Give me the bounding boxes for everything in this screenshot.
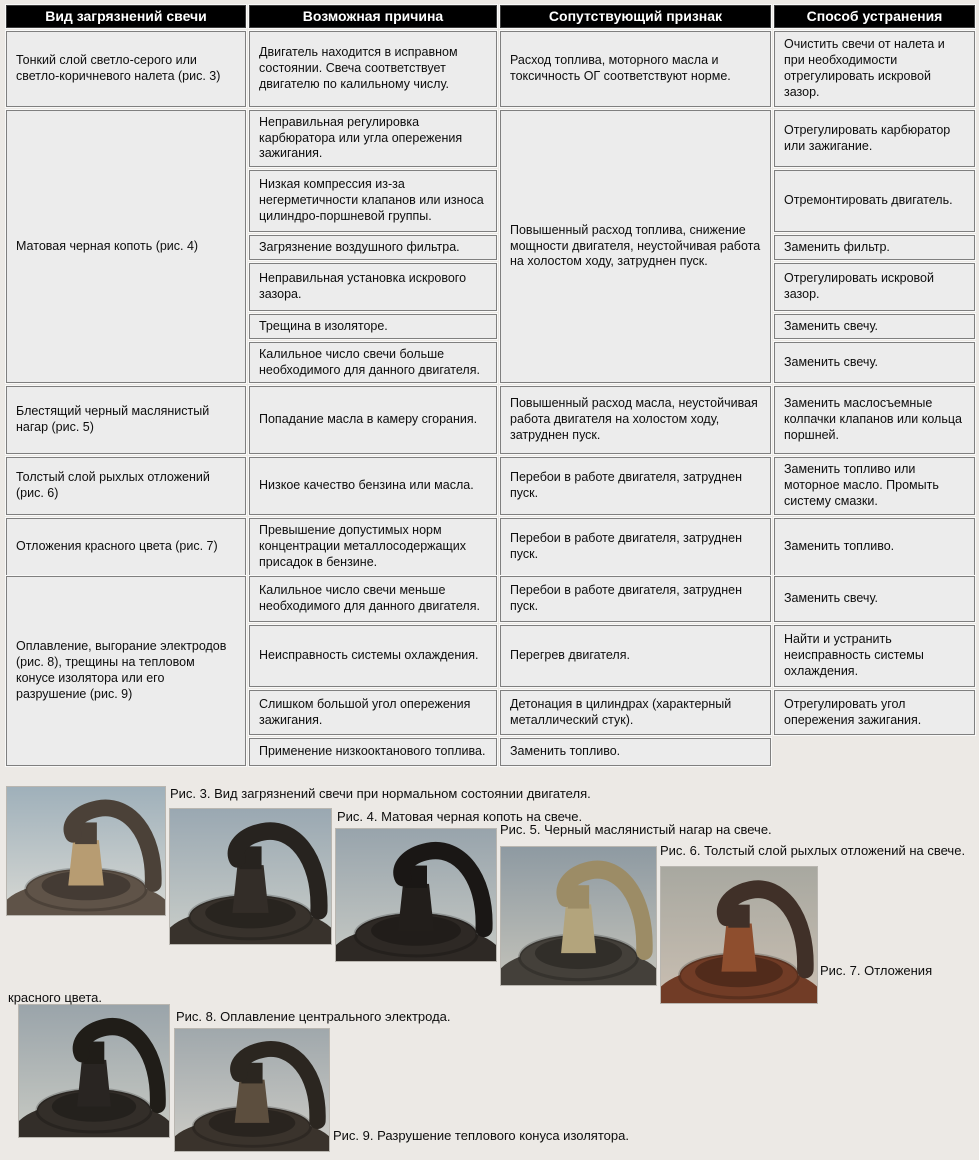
cell-remedy: Очистить свечи от налета и при необходимости отрегулировать искровой зазор. xyxy=(774,31,975,107)
column-header-accompanying-sign: Сопутствующий признак xyxy=(500,5,771,28)
cell-symptom: Перебои в работе двигателя, затруднен пуск. xyxy=(500,576,771,622)
cell-cause: Трещина в изоляторе. xyxy=(249,314,497,339)
cell-remedy: Заменить свечу. xyxy=(774,342,975,383)
cell-symptom: Повышенный расход масла, неустойчивая работа двигателя на холостом ходу, затруднен пуск. xyxy=(500,386,771,454)
cell-cause: Применение низкооктанового топлива. xyxy=(249,738,497,766)
spark-plug-photo-fig9 xyxy=(174,1028,330,1152)
spark-plug-photo-fig7 xyxy=(660,866,818,1004)
cell-cause: Неправильная установка искрового зазора. xyxy=(249,263,497,311)
spark-plug-photo-fig8 xyxy=(18,1004,170,1138)
cell-remedy: Отрегулировать угол опережения зажигания. xyxy=(774,690,975,735)
cell-remedy: Отрегулировать карбюратор или зажигание. xyxy=(774,110,975,167)
spark-plug-photo-fig4 xyxy=(169,808,332,945)
table-row-red-deposits xyxy=(6,518,975,573)
remedy-stack xyxy=(774,110,975,383)
cell-cause: Низкая компрессия из-за негерметичности клапанов или износа цилиндро-поршневой группы. xyxy=(249,170,497,232)
figure-caption-fig4: Рис. 4. Матовая черная копоть на свече. xyxy=(337,809,583,824)
column-header-contamination-type: Вид загрязнений свечи xyxy=(6,5,246,28)
cell-remedy: Найти и устранить неисправность системы охлаждения. xyxy=(774,625,975,687)
cell-symptom: Перебои в работе двигателя, затруднен пуск. xyxy=(500,518,771,576)
cell-cause: Слишком большой угол опережения зажигания. xyxy=(249,690,497,735)
cell-type: Блестящий черный маслянистый нагар (рис. 5) xyxy=(6,386,246,454)
cell-type: Тонкий слой светло-серого или светло-коричневого налета (рис. 3) xyxy=(6,31,246,107)
cell-cause: Калильное число свечи меньше необходимого для данного двигателя. xyxy=(249,576,497,622)
figure-caption-fig9: Рис. 9. Разрушение теплового конуса изолятора. xyxy=(333,1128,629,1143)
symptom-stack xyxy=(500,576,771,766)
cell-symptom: Расход топлива, моторного масла и токсичность ОГ соответствуют норме. xyxy=(500,31,771,107)
figure-caption-fig8: Рис. 8. Оплавление центрального электрода. xyxy=(176,1009,451,1024)
cell-symptom: Повышенный расход топлива, снижение мощности двигателя, неустойчивая работа на холостом ходу, затруднен пуск. xyxy=(500,110,771,383)
cell-cause: Загрязнение воздушного фильтра. xyxy=(249,235,497,260)
cell-type: Оплавление, выгорание электродов (рис. 8), трещины на тепловом конусе изолятора или его разрушение (рис. 9) xyxy=(6,576,246,766)
cell-remedy: Отрегулировать искровой зазор. xyxy=(774,263,975,311)
cell-remedy: Заменить фильтр. xyxy=(774,235,975,260)
cell-remedy: Заменить свечу. xyxy=(774,314,975,339)
figure-caption-fig3: Рис. 3. Вид загрязнений свечи при нормальном состоянии двигателя. xyxy=(170,786,591,801)
spark-plug-photo-fig3 xyxy=(6,786,166,916)
table-row-normal-deposit xyxy=(6,31,975,107)
spark-plug-diagnostic-table xyxy=(6,5,975,769)
cause-stack xyxy=(249,576,497,766)
cell-remedy: Заменить топливо или моторное масло. Промыть систему смазки. xyxy=(774,457,975,515)
column-header-remedy: Способ устранения xyxy=(774,5,975,28)
cause-stack xyxy=(249,110,497,383)
cell-cause: Неисправность системы охлаждения. xyxy=(249,625,497,687)
figure-caption-fig7-line1: Рис. 7. Отложения xyxy=(820,963,933,978)
cell-type: Отложения красного цвета (рис. 7) xyxy=(6,518,246,576)
table-row-oily-carbon xyxy=(6,386,975,454)
cell-type: Толстый слой рыхлых отложений (рис. 6) xyxy=(6,457,246,515)
cell-cause: Двигатель находится в исправном состоянии. Свеча соответствует двигателю по калильному числу. xyxy=(249,31,497,107)
cell-cause: Попадание масла в камеру сгорания. xyxy=(249,386,497,454)
cell-type: Матовая черная копоть (рис. 4) xyxy=(6,110,246,383)
cell-remedy: Заменить свечу. xyxy=(774,576,975,622)
table-row-loose-deposits xyxy=(6,457,975,515)
cell-symptom: Детонация в цилиндрах (характерный металлический стук). xyxy=(500,690,771,735)
remedy-stack xyxy=(774,576,975,766)
spark-plug-photo-fig5 xyxy=(335,828,497,962)
cell-remedy: Заменить маслосъемные колпачки клапанов или кольца поршней. xyxy=(774,386,975,454)
table-header-row xyxy=(6,5,975,28)
cell-cause: Калильное число свечи больше необходимого для данного двигателя. xyxy=(249,342,497,383)
table-row-melted-electrodes xyxy=(6,576,975,766)
cell-cause: Неправильная регулировка карбюратора или угла опережения зажигания. xyxy=(249,110,497,167)
spark-plug-photo-fig6 xyxy=(500,846,657,986)
cell-symptom: Заменить топливо. xyxy=(500,738,771,766)
figure-caption-fig7-line2: красного цвета. xyxy=(8,990,103,1005)
column-header-possible-cause: Возможная причина xyxy=(249,5,497,28)
cell-cause: Низкое качество бензина или масла. xyxy=(249,457,497,515)
cell-symptom: Перебои в работе двигателя, затруднен пуск. xyxy=(500,457,771,515)
cell-remedy: Заменить топливо. xyxy=(774,518,975,576)
table-row-black-soot xyxy=(6,110,975,383)
figure-caption-fig5: Рис. 5. Черный маслянистый нагар на свече. xyxy=(500,822,772,837)
cell-remedy: Отремонтировать двигатель. xyxy=(774,170,975,232)
figure-caption-fig6: Рис. 6. Толстый слой рыхлых отложений на свече. xyxy=(660,843,966,858)
cell-symptom: Перегрев двигателя. xyxy=(500,625,771,687)
cell-cause: Превышение допустимых норм концентрации металлосодержащих присадок в бензине. xyxy=(249,518,497,576)
